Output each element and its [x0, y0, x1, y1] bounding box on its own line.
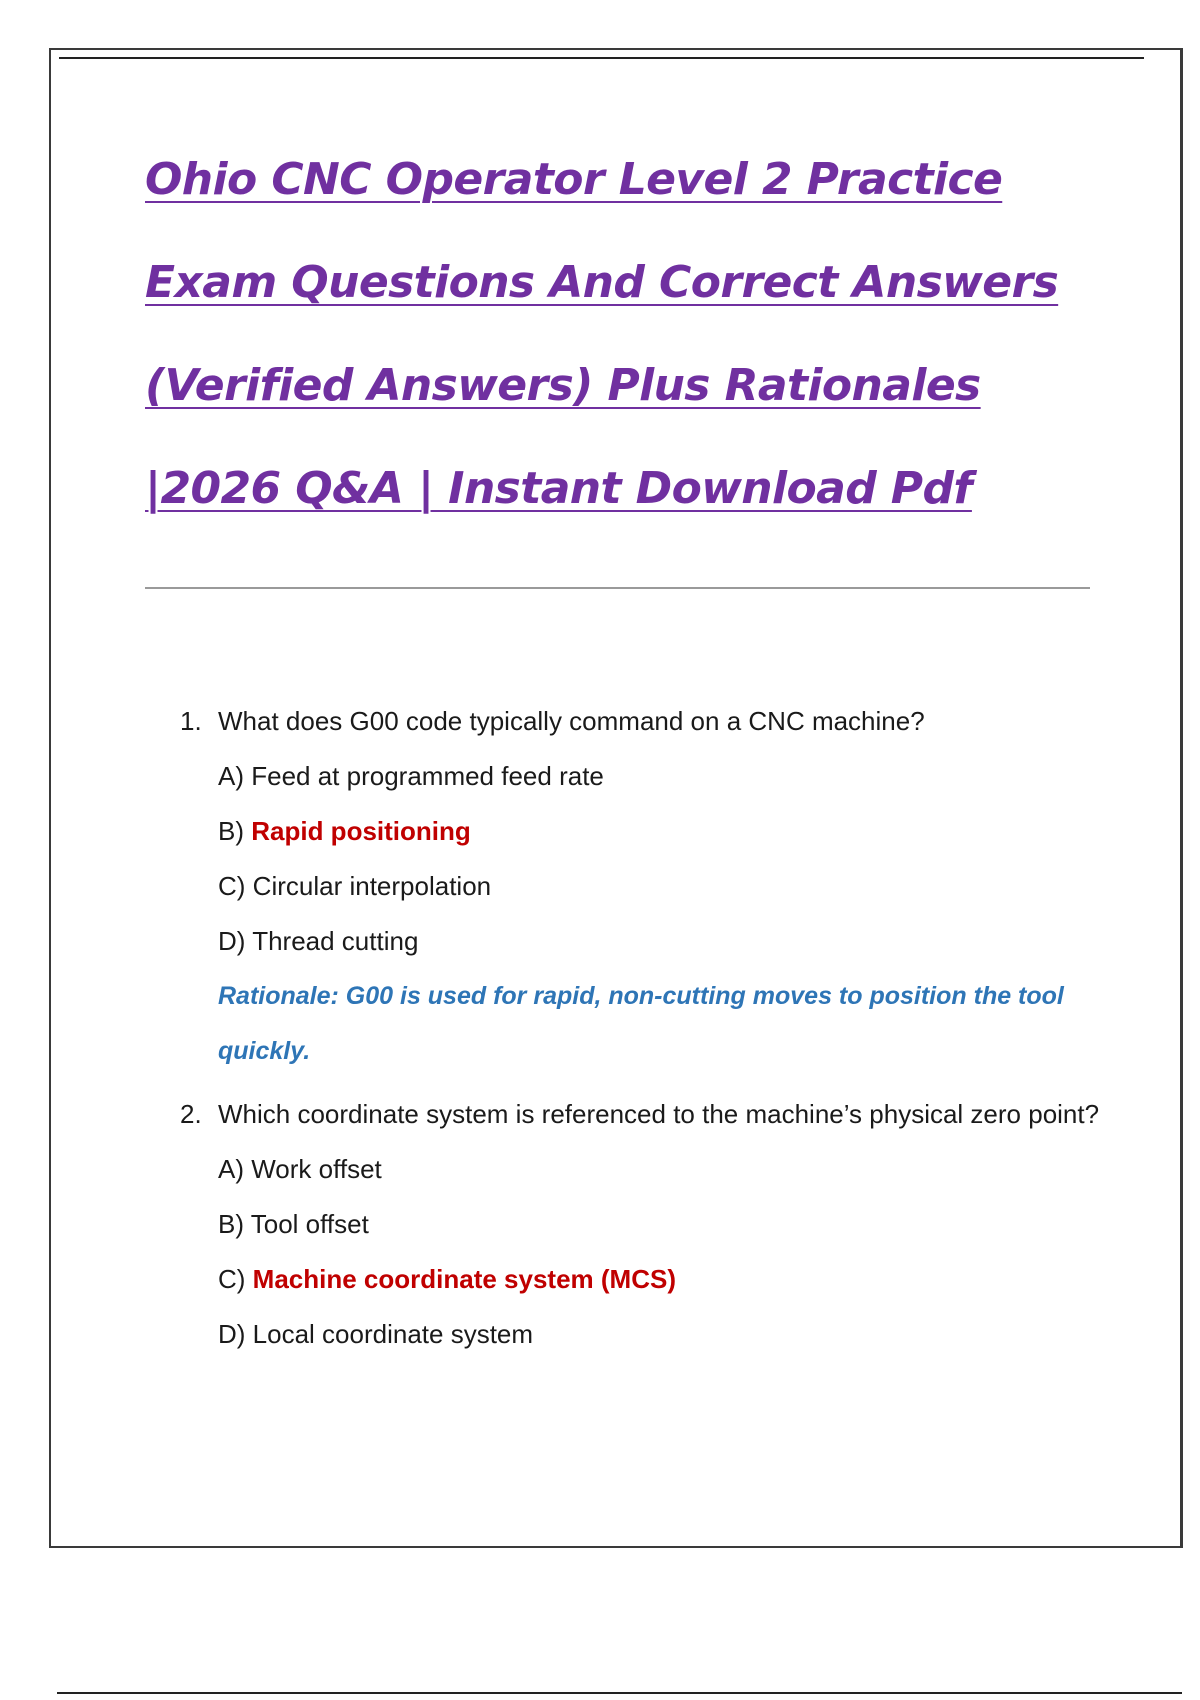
- question-text: What does G00 code typically command on a CNC machine?: [218, 706, 925, 736]
- answer-option-b: B) Tool offset: [218, 1209, 369, 1239]
- correct-answer: Rapid positioning: [251, 816, 471, 846]
- top-rule: [59, 57, 1144, 59]
- question-text: Which coordinate system is referenced to the machine’s physical zero point?: [218, 1099, 1100, 1129]
- question-1: [180, 694, 1100, 1079]
- answer-option-d: D) Thread cutting: [218, 926, 419, 956]
- document-title: [145, 140, 1059, 552]
- answer-option-c: C) Circular interpolation: [218, 871, 492, 901]
- title-divider: [145, 587, 1090, 589]
- title-line: |2026 Q&A | Instant Download Pdf: [145, 463, 972, 514]
- title-line: Exam Questions And Correct Answers: [145, 257, 1059, 308]
- answer-option-c: C) Machine coordinate system (MCS): [218, 1264, 676, 1294]
- question-number: 2.: [180, 1099, 202, 1129]
- title-line: Ohio CNC Operator Level 2 Practice: [145, 154, 1003, 205]
- rationale: Rationale: G00 is used for rapid, non-cutting moves to position the tool quickly.: [218, 982, 1064, 1065]
- answer-option-d: D) Local coordinate system: [218, 1319, 534, 1349]
- answer-option-a: A) Work offset: [218, 1154, 382, 1184]
- question-number: 1.: [180, 706, 202, 736]
- question-2: [180, 1087, 1100, 1362]
- correct-answer: Machine coordinate system (MCS): [252, 1264, 676, 1294]
- bottom-rule: [57, 1692, 1182, 1694]
- title-line: (Verified Answers) Plus Rationales: [145, 360, 981, 411]
- answer-option-b: B) Rapid positioning: [218, 816, 471, 846]
- answer-option-a: A) Feed at programmed feed rate: [218, 761, 604, 791]
- question-list: [180, 694, 1100, 1362]
